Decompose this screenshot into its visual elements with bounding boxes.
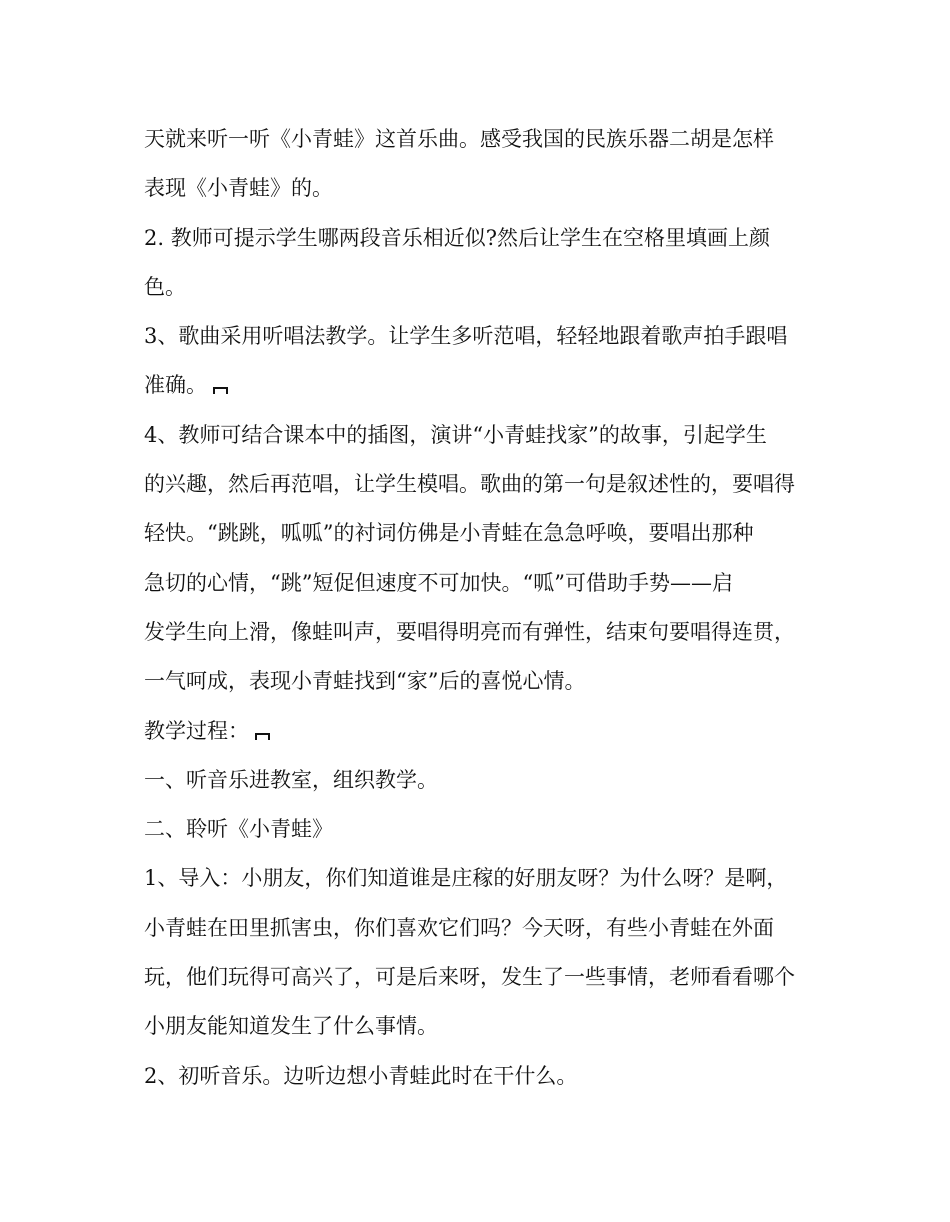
text-line: 二、聆听《小青蛙》 (144, 817, 333, 842)
text-line: 色。 (144, 274, 186, 299)
text-line: 2. 教师可提示学生哪两段音乐相近似?然后让学生在空格里填画上颜 (144, 225, 770, 250)
text-line: 小青蛙在田里抓害虫，你们喜欢它们吗？今天呀，有些小青蛙在外面 (144, 915, 774, 940)
text-line-with-mark (144, 361, 810, 410)
text-line: 轻快。“跳跳，呱呱”的衬词仿佛是小青蛙在急急呼唤，要唱出那种 (144, 521, 754, 546)
text-line: 表现《小青蛙》的。 (144, 176, 333, 201)
text-line: 的兴趣，然后再范唱，让学生模唱。歌曲的第一句是叙述性的，要唱得 (144, 472, 795, 497)
text-line: 发学生向上滑，像蛙叫声，要唱得明亮而有弹性，结束句要唱得连贯， (144, 619, 795, 644)
section-heading: 教学过程： (144, 718, 249, 743)
text-span: 准确。 (144, 373, 207, 398)
text-line: 3、歌曲采用听唱法教学。让学生多听范唱，轻轻地跟着歌声拍手跟唱 (144, 324, 788, 349)
text-line: 天就来听一听《小青蛙》这首乐曲。感受我国的民族乐器二胡是怎样 (144, 127, 774, 151)
paragraph-mark-icon (213, 387, 228, 394)
text-line: 玩，他们玩得可高兴了，可是后来呀，发生了一些事情，老师看看哪个 (144, 965, 795, 990)
text-line: 一、听音乐进教室，组织教学。 (144, 767, 438, 792)
text-line: 4、教师可结合课本中的插图，演讲“小青蛙找家”的故事，引起学生 (144, 422, 767, 447)
document-body (144, 115, 810, 1101)
paragraph-mark-icon (255, 733, 270, 740)
section-heading-line (144, 707, 810, 756)
text-line: 1、导入：小朋友，你们知道谁是庄稼的好朋友呀？为什么呀？是啊， (144, 866, 788, 891)
text-line: 急切的心情，“跳”短促但速度不可加快。“呱”可借助手势——启 (144, 570, 733, 595)
text-line: 一气呵成，表现小青蛙找到“家”后的喜悦心情。 (144, 669, 586, 694)
text-line: 2、初听音乐。边听边想小青蛙此时在干什么。 (144, 1063, 578, 1088)
text-line: 小朋友能知道发生了什么事情。 (144, 1014, 438, 1039)
